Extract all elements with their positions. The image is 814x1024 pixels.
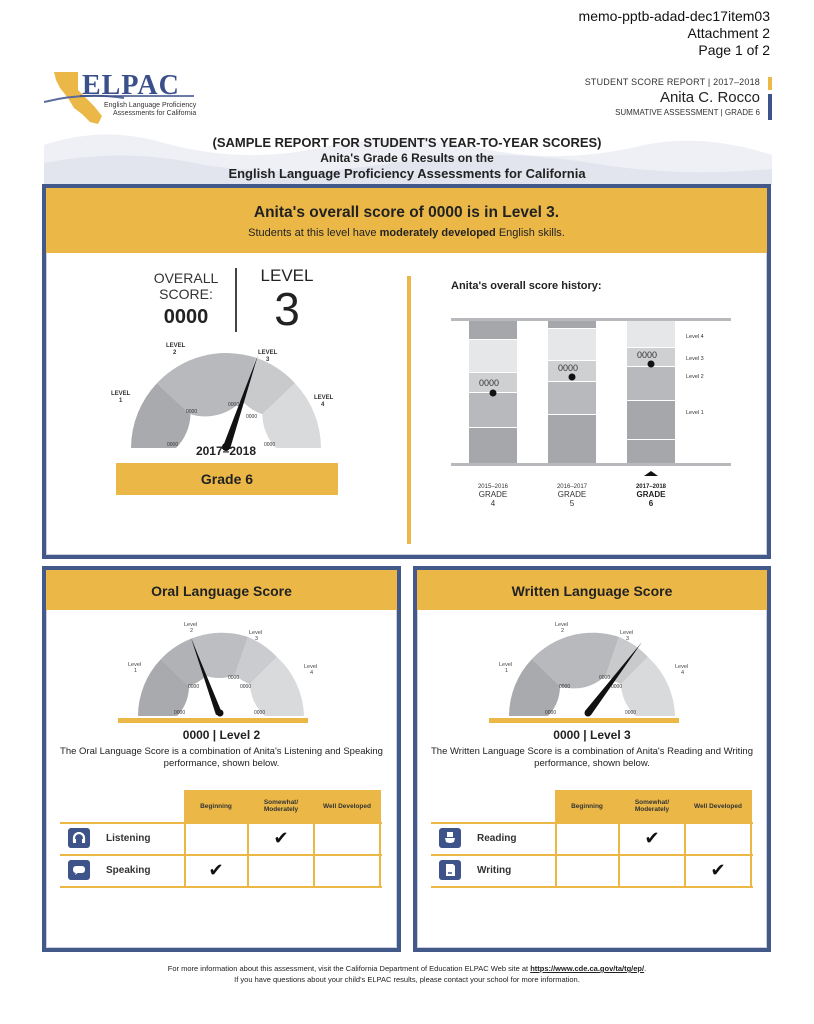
col-header-well-developed: Well Developed (686, 790, 750, 822)
level-label: LEVEL (260, 266, 314, 285)
overall-banner (46, 188, 767, 253)
gauge-year: 2017–2018 (195, 444, 257, 458)
oral-gauge (116, 620, 326, 720)
oral-title: Oral Language Score (46, 570, 397, 610)
overall-banner-title: Anita's overall score of 0000 is in Level 3. (253, 204, 560, 221)
written-gauge-base (489, 718, 679, 723)
footer-line-2: If you have questions about your child's ELPAC results, please contact your school for more information. (234, 975, 580, 984)
svg-text:Level 3: Level 3 (686, 356, 704, 362)
svg-text:0000: 0000 (246, 414, 258, 420)
col-header-somewhat: Somewhat/ Moderately (249, 790, 313, 822)
svg-text:Level: Level (249, 630, 263, 636)
svg-text:0000: 0000 (625, 710, 637, 716)
svg-text:GRADE: GRADE (557, 490, 587, 499)
check-speaking-beginning: ✔ (208, 860, 224, 880)
check-listening-somewhat: ✔ (273, 828, 289, 848)
student-name: Anita C. Rocco (659, 89, 760, 106)
memo-header (579, 8, 770, 59)
written-description: The Written Language Score is a combination of Anita's Reading and Writing performance, shown below. (430, 746, 753, 769)
reading-icon (439, 828, 461, 848)
memo-page: Page 1 of 2 (698, 42, 770, 58)
logo-wordmark: ELPAC (82, 70, 180, 101)
svg-text:LEVEL: LEVEL (314, 395, 334, 401)
grade-bar: Grade 6 (116, 463, 338, 495)
score-history-chart (446, 313, 766, 528)
svg-text:Level 4: Level 4 (686, 334, 704, 340)
svg-text:Level 1: Level 1 (686, 410, 704, 416)
written-title: Written Language Score (417, 570, 767, 610)
svg-text:1: 1 (505, 668, 509, 674)
written-gauge (487, 620, 697, 720)
oral-language-panel (42, 566, 401, 952)
svg-text:LEVEL: LEVEL (258, 350, 278, 356)
svg-text:Level: Level (620, 630, 634, 636)
svg-text:GRADE: GRADE (636, 490, 666, 499)
meta-accent-gold (768, 77, 772, 90)
svg-text:0000: 0000 (186, 409, 198, 415)
cde-elpac-link[interactable]: https://www.cde.ca.gov/ta/tg/ep/ (530, 964, 645, 973)
overall-score-box (146, 266, 314, 338)
memo-attachment: Attachment 2 (687, 25, 770, 41)
assessment-grade: SUMMATIVE ASSESSMENT | GRADE 6 (615, 108, 760, 117)
col-header-well-developed: Well Developed (315, 790, 379, 822)
svg-text:5: 5 (569, 499, 575, 508)
svg-text:3: 3 (255, 636, 259, 642)
written-language-panel (413, 566, 771, 952)
svg-text:0000: 0000 (599, 675, 611, 681)
svg-text:1: 1 (134, 668, 138, 674)
svg-text:0000: 0000 (254, 710, 266, 716)
score-divider (235, 268, 237, 332)
svg-text:4: 4 (490, 499, 496, 508)
svg-text:4: 4 (681, 670, 685, 676)
svg-text:2016–2017: 2016–2017 (556, 484, 588, 490)
section-divider (407, 276, 411, 544)
svg-text:0000: 0000 (240, 684, 252, 690)
svg-text:Level: Level (184, 622, 198, 628)
meta-accent-navy (768, 94, 772, 120)
oral-description: The Oral Language Score is a combination of Anita's Listening and Speaking performance, shown below. (60, 746, 383, 769)
skill-listening: Listening (106, 833, 151, 844)
svg-text:6: 6 (648, 499, 654, 508)
svg-text:3: 3 (266, 357, 270, 363)
speech-bubble-icon (68, 860, 90, 880)
svg-text:1: 1 (119, 398, 123, 404)
overall-score-label: OVERALL SCORE: (153, 270, 219, 302)
svg-text:2: 2 (190, 628, 194, 634)
svg-text:0000: 0000 (264, 442, 276, 448)
svg-text:0000: 0000 (558, 363, 579, 373)
elpac-logo (44, 68, 244, 128)
svg-text:4: 4 (310, 670, 314, 676)
check-reading-somewhat: ✔ (644, 828, 660, 848)
svg-text:0000: 0000 (545, 710, 557, 716)
col-header-beginning: Beginning (185, 790, 247, 822)
svg-text:Level: Level (499, 662, 513, 668)
skill-writing: Writing (477, 865, 512, 876)
skill-reading: Reading (477, 833, 517, 844)
svg-text:0000: 0000 (174, 710, 186, 716)
memo-id: memo-pptb-adad-dec17item03 (578, 8, 770, 24)
svg-text:2017–2018: 2017–2018 (635, 484, 667, 490)
col-header-somewhat: Somewhat/ Moderately (620, 790, 684, 822)
headphones-icon (68, 828, 90, 848)
svg-text:Level: Level (304, 664, 318, 670)
svg-text:0000: 0000 (559, 684, 571, 690)
svg-text:0000: 0000 (479, 378, 500, 388)
svg-text:0000: 0000 (637, 350, 658, 360)
overall-score-panel (42, 184, 771, 559)
svg-text:4: 4 (321, 402, 325, 408)
footer (0, 963, 814, 985)
svg-text:0000: 0000 (188, 684, 200, 690)
svg-text:3: 3 (626, 636, 630, 642)
svg-text:2: 2 (173, 350, 177, 356)
level-value: 3 (274, 283, 300, 335)
report-meta (585, 77, 760, 117)
svg-text:0000: 0000 (167, 442, 179, 448)
report-type-year: STUDENT SCORE REPORT | 2017–2018 (584, 77, 760, 87)
svg-text:Level 2: Level 2 (686, 374, 704, 380)
svg-text:Level: Level (128, 662, 142, 668)
svg-text:0000: 0000 (228, 402, 240, 408)
oral-gauge-base (118, 718, 308, 723)
overall-gauge (106, 333, 346, 453)
col-header-beginning: Beginning (556, 790, 618, 822)
svg-text:GRADE: GRADE (478, 490, 508, 499)
overall-score-value: 0000 (163, 306, 209, 328)
svg-text:2015–2016: 2015–2016 (477, 484, 509, 490)
overall-banner-subtitle: Students at this level have moderately developed English skills. (248, 227, 565, 239)
logo-subtitle: English Language Proficiency Assessments for California (104, 102, 197, 117)
svg-text:Level: Level (675, 664, 689, 670)
svg-text:0000: 0000 (611, 684, 623, 690)
oral-score-line: 0000 | Level 2 (182, 728, 261, 742)
history-title: Anita's overall score history: (451, 280, 602, 292)
writing-icon (439, 860, 461, 880)
footer-line-1: For more information about this assessment, visit the California Department of Education ELPAC Web site at https://www.cde.ca.gov/ta/tg/ep/. (167, 964, 647, 973)
check-writing-well-developed: ✔ (710, 860, 726, 880)
skill-speaking: Speaking (106, 865, 151, 876)
svg-text:LEVEL: LEVEL (166, 343, 186, 349)
svg-text:0000: 0000 (228, 675, 240, 681)
written-score-line: 0000 | Level 3 (553, 728, 631, 742)
svg-text:2: 2 (561, 628, 565, 634)
report-headline: (SAMPLE REPORT FOR STUDENT'S YEAR-TO-YEAR SCORES) Anita's Grade 6 Results on the English Language Proficiency Assessments for California (212, 135, 602, 181)
svg-text:Level: Level (555, 622, 569, 628)
svg-text:LEVEL: LEVEL (111, 391, 131, 397)
